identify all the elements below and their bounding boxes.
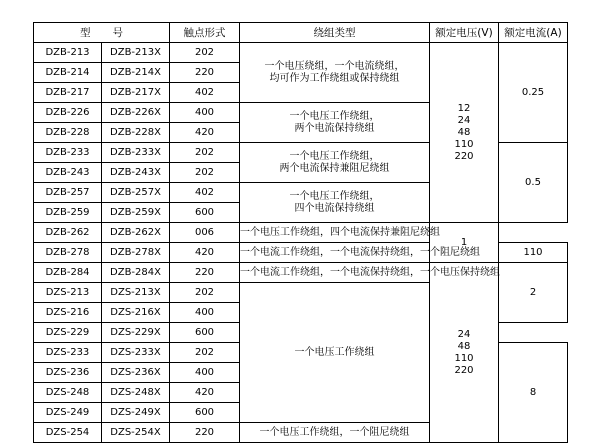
cell-rated-current: 0.5 [499, 143, 568, 223]
cell-contact-form: 202 [170, 283, 240, 303]
cell-model-a: DZB-262 [34, 223, 102, 243]
cell-model-a: DZB-284 [34, 263, 102, 283]
cell-contact-form: 402 [170, 83, 240, 103]
cell-model-b: DZS-213X [102, 283, 170, 303]
winding-line-2: 均可作为工作绕组或保持绕组 [269, 72, 400, 84]
cell-contact-form: 220 [170, 423, 240, 443]
cell-model-b: DZB-214X [102, 63, 170, 83]
cell-model-b: DZB-213X [102, 43, 170, 63]
voltage-value: 220 [454, 364, 474, 376]
winding-line-1: 一个电压工作绕组 [294, 346, 375, 358]
table-row [34, 43, 568, 63]
cell-model-b: DZB-228X [102, 123, 170, 143]
cell-contact-form: 600 [170, 403, 240, 423]
cell-model-a: DZS-213 [34, 283, 102, 303]
cell-winding-type [240, 103, 430, 143]
cell-contact-form: 202 [170, 143, 240, 163]
winding-line-1: 一个电压工作绕组， [289, 150, 380, 162]
cell-model-a: DZS-236 [34, 363, 102, 383]
cell-winding-type [240, 283, 430, 423]
winding-line-1: 一个电流工作绕组，一个电流保持绕组，一个阻尼绕组 [240, 246, 480, 258]
cell-winding-type [240, 263, 500, 283]
cell-contact-form: 400 [170, 363, 240, 383]
cell-model-a: DZS-248 [34, 383, 102, 403]
cell-model-a: DZB-257 [34, 183, 102, 203]
cell-model-a: DZB-214 [34, 63, 102, 83]
cell-model-b: DZS-236X [102, 363, 170, 383]
column-header-model [34, 23, 170, 43]
cell-contact-form: 600 [170, 203, 240, 223]
cell-model-b: DZS-249X [102, 403, 170, 423]
cell-contact-form: 420 [170, 243, 240, 263]
cell-model-b: DZB-262X [102, 223, 170, 243]
voltage-value: 24 [457, 114, 471, 126]
cell-model-b: DZS-229X [102, 323, 170, 343]
cell-rated-current: 8 [499, 343, 568, 443]
winding-line-2: 两个电流保持绕组 [294, 122, 375, 134]
cell-model-a: DZB-226 [34, 103, 102, 123]
cell-contact-form: 402 [170, 183, 240, 203]
winding-line-1: 一个电压工作绕组， [289, 110, 380, 122]
cell-rated-current: 2 [499, 263, 568, 323]
cell-model-b: DZB-257X [102, 183, 170, 203]
cell-model-a: DZB-228 [34, 123, 102, 143]
cell-contact-form: 420 [170, 123, 240, 143]
cell-winding-type [240, 423, 430, 443]
column-header-winding-type: 绕组类型 [240, 23, 430, 43]
cell-model-a: DZB-233 [34, 143, 102, 163]
voltage-value: 48 [457, 126, 471, 138]
cell-model-b: DZB-217X [102, 83, 170, 103]
cell-contact-form: 420 [170, 383, 240, 403]
cell-contact-form: 202 [170, 163, 240, 183]
column-header-contact-form: 触点形式 [170, 23, 240, 43]
cell-contact-form: 600 [170, 323, 240, 343]
cell-model-a: DZB-278 [34, 243, 102, 263]
cell-contact-form: 400 [170, 303, 240, 323]
winding-line-1: 一个电压工作绕组，一个阻尼绕组 [259, 426, 410, 438]
cell-winding-type [240, 243, 480, 263]
cell-model-a: DZS-249 [34, 403, 102, 423]
cell-model-b: DZB-278X [102, 243, 170, 263]
voltage-value: 220 [454, 150, 474, 162]
cell-model-b: DZB-243X [102, 163, 170, 183]
cell-rated-voltage [430, 263, 499, 443]
model-header-right: 号 [112, 26, 123, 39]
cell-model-a: DZB-217 [34, 83, 102, 103]
cell-model-a: DZS-254 [34, 423, 102, 443]
cell-model-b: DZS-254X [102, 423, 170, 443]
table-row [34, 223, 568, 243]
winding-line-1: 一个电压工作绕组， [289, 190, 380, 202]
cell-model-a: DZB-259 [34, 203, 102, 223]
cell-model-a: DZS-229 [34, 323, 102, 343]
cell-model-b: DZB-259X [102, 203, 170, 223]
cell-model-b: DZB-233X [102, 143, 170, 163]
cell-model-b: DZB-226X [102, 103, 170, 123]
specification-table [33, 22, 568, 443]
winding-line-1: 一个电流工作绕组，一个电流保持绕组，一个电压保持绕组 [240, 266, 500, 278]
cell-contact-form: 220 [170, 63, 240, 83]
cell-model-a: DZS-233 [34, 343, 102, 363]
cell-rated-voltage [430, 43, 499, 223]
winding-line-2: 四个电流保持绕组 [294, 202, 375, 214]
voltage-value: 12 [457, 102, 471, 114]
table-row [34, 263, 568, 283]
cell-model-b: DZS-233X [102, 343, 170, 363]
cell-model-a: DZS-216 [34, 303, 102, 323]
cell-rated-voltage: 110 [499, 243, 568, 263]
cell-model-a: DZB-213 [34, 43, 102, 63]
model-header-left: 型 [80, 26, 91, 39]
cell-winding-type [240, 143, 430, 183]
table-header-row [34, 23, 568, 43]
column-header-rated-current: 额定电流(A) [499, 23, 568, 43]
column-header-rated-voltage: 额定电压(V) [430, 23, 499, 43]
cell-rated-current: 0.25 [499, 43, 568, 143]
cell-contact-form: 202 [170, 343, 240, 363]
cell-contact-form: 006 [170, 223, 240, 243]
cell-rated-current: 1 [430, 223, 499, 263]
cell-contact-form: 202 [170, 43, 240, 63]
voltage-value: 110 [454, 352, 474, 364]
voltage-value: 24 [457, 328, 471, 340]
cell-model-b: DZS-216X [102, 303, 170, 323]
voltage-value: 48 [457, 340, 471, 352]
cell-winding-type [240, 183, 430, 223]
spec-table-container [33, 22, 567, 443]
winding-line-2: 两个电流保持兼阻尼绕组 [279, 162, 390, 174]
winding-line-1: 一个电压绕组，一个电流绕组， [264, 60, 405, 72]
cell-model-a: DZB-243 [34, 163, 102, 183]
cell-contact-form: 220 [170, 263, 240, 283]
cell-model-b: DZB-284X [102, 263, 170, 283]
cell-winding-type [240, 223, 440, 243]
cell-contact-form: 400 [170, 103, 240, 123]
voltage-value: 110 [454, 138, 474, 150]
cell-model-b: DZS-248X [102, 383, 170, 403]
winding-line-1: 一个电压工作绕组，四个电流保持兼阻尼绕组 [240, 226, 440, 238]
cell-winding-type [240, 43, 430, 103]
